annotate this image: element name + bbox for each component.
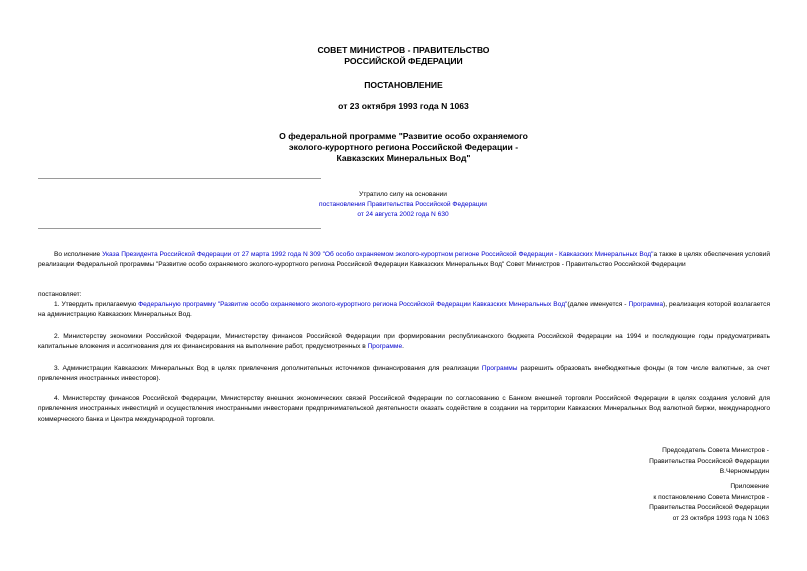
president-decree-link[interactable]: Указа Президента Российской Федерации от 27 марта 1992 года N 309 "Об особо охраняемом эколого-курортном регионе Российской Федерации - Кавказских Минеральных Вод" <box>102 251 654 258</box>
program-link-3[interactable]: Программы <box>481 365 518 372</box>
signature-block <box>519 446 769 478</box>
document-date-number: от 23 октября 1993 года N 1063 <box>338 101 469 111</box>
status-note <box>298 190 508 220</box>
issuer-line-2: РОССИЙСКОЙ ФЕДЕРАЦИИ <box>344 56 463 66</box>
resolves-label: постановляет: <box>38 291 82 298</box>
preamble-paragraph: Во исполнение Указа Президента Российской Федерации от 27 марта 1992 года N 309 "Об особо охраняемом эколого-курортном регионе Российской Федерации - Кавказских Минеральных Вод"а также в целях обеспечения условий реализации Федеральной программы "Развитие особо охраняемого эколого-курортного региона Российской Федерации Кавказских Минеральных Вод" Совет Министров - Правительство Российской Федерации <box>38 251 771 269</box>
divider-top <box>38 178 321 179</box>
item-1-paragraph: 1. Утвердить прилагаемую Федеральную программу "Развитие особо охраняемого эколого-курортного региона Российской Федерации Кавказских Минеральных Вод"(далее именуется - Программа), реализация которой возлагается на администрацию Кавказских Минеральных Вод. <box>38 301 771 319</box>
item-3-paragraph: 3. Администрации Кавказских Минеральных Вод в целях привлечения дополнительных источников финансирования для реализации Программы разрешить образовать внебюджетные фонды (в том числе валютные, за счет привлечения иностранных инвесторов). <box>38 365 770 383</box>
appendix-block <box>519 482 769 524</box>
issuer-line-1: СОВЕТ МИНИСТРОВ - ПРАВИТЕЛЬСТВО <box>317 45 490 55</box>
document-type: ПОСТАНОВЛЕНИЕ <box>364 80 443 90</box>
item-2-paragraph: 2. Министерству экономики Российской Федерации, Министерству финансов Российской Федерации при формировании республиканского бюджета Российской Федерации на 1994 и последующие годы предусматривать капитальные вложения и ассигнования для их финансирования на выполнение работ, предусмотренных в Программе. <box>38 333 770 351</box>
divider-bottom <box>38 228 321 229</box>
federal-program-link[interactable]: Федеральную программу "Развитие особо охраняемого эколого-курортного региона Российской Федерации Кавказских Минеральных Вод" <box>138 301 568 308</box>
repeal-decree-link[interactable]: постановления Правительства Российской Федерации <box>319 201 487 208</box>
appendix-line-3: Правительства Российской Федерации <box>649 504 769 511</box>
appendix-line-1: Приложение <box>730 483 769 490</box>
repeal-decree-date-link[interactable]: от 24 августа 2002 года N 630 <box>357 211 449 218</box>
title-line-2: эколого-курортного региона Российской Федерации - <box>288 142 519 152</box>
signatory-name: В.Черномырдин <box>719 468 769 475</box>
title-line-1: О федеральной программе "Развитие особо охраняемого <box>279 131 528 141</box>
program-link-2[interactable]: Программе <box>367 343 403 351</box>
program-link[interactable]: Программа <box>628 301 663 308</box>
document-title <box>0 131 807 164</box>
appendix-line-2: к постановлению Совета Министров - <box>653 493 769 501</box>
signature-line-2: Правительства Российской Федерации <box>649 457 769 465</box>
item-4-paragraph: 4. Министерству финансов Российской Федерации, Министерству внешних экономических связей Российской Федерации по согласованию с Банком внешней торговли Российской Федерации в целях создания условий для привлечения иностранных инвестиций и осуществления иностранными инвесторами предпринимательской деятельности оказать содействие в создании на территории Кавказских Минеральных Вод валютной биржи, международного коммерческого банка и Центра международной торговли. <box>38 395 770 423</box>
signature-line-1: Председатель Совета Министров - <box>662 447 769 454</box>
issuer-block <box>0 45 807 67</box>
status-note-text: Утратило силу на основании <box>359 191 447 198</box>
appendix-line-4: от 23 октября 1993 года N 1063 <box>672 514 769 522</box>
title-line-3: Кавказских Минеральных Вод" <box>336 153 471 163</box>
